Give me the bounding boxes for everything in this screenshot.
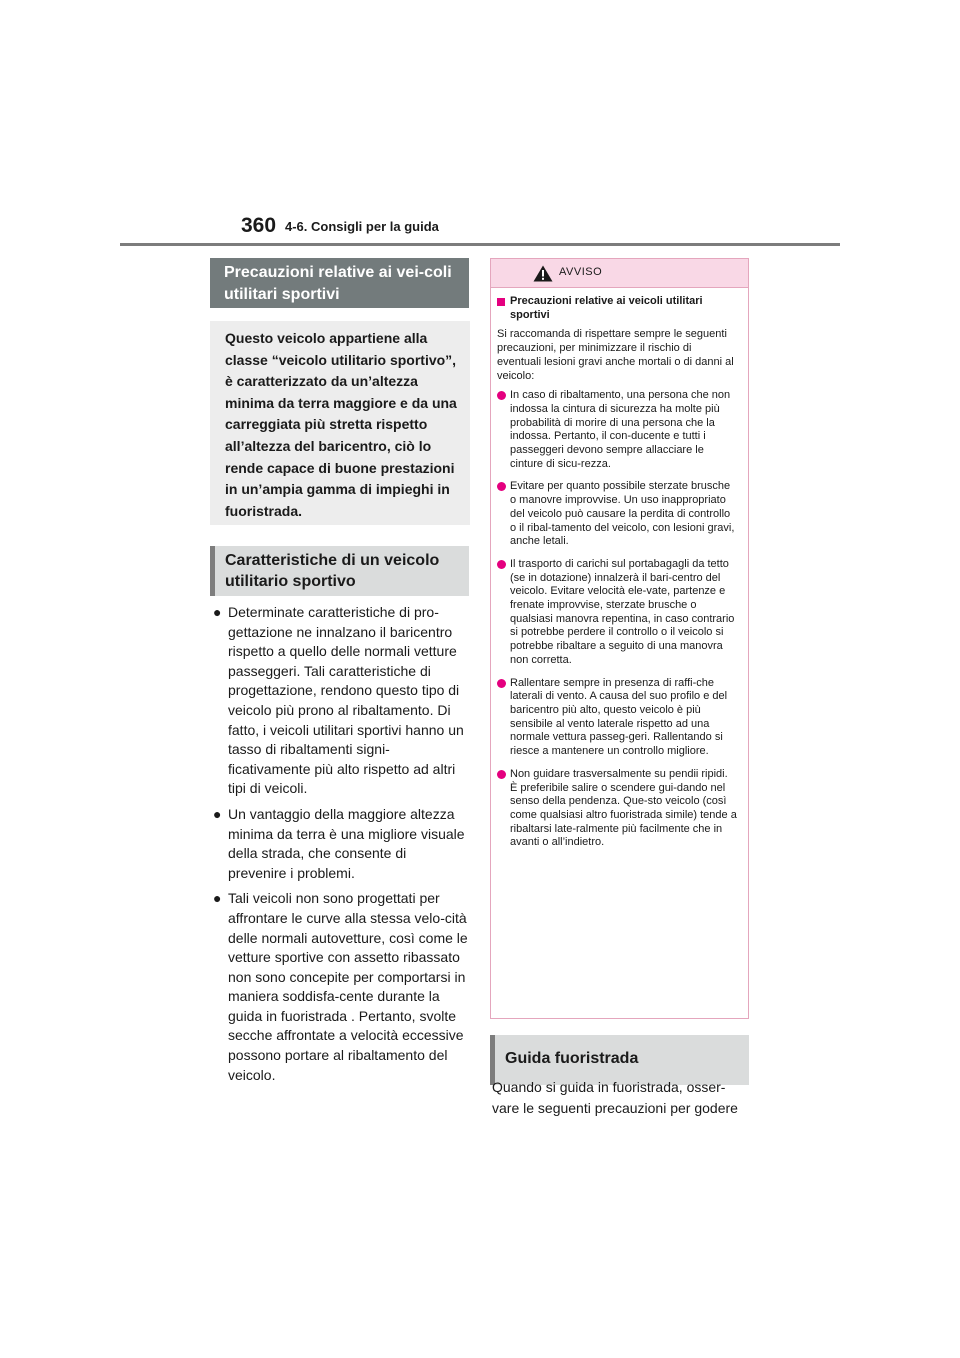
- bullet-text: Determinate caratteristiche di pro-gettazione ne innalzano il baricentro rispetto a quello delle normali vetture passeggeri. Tali caratteristiche di progettazione, rendono questo tipo di veicolo più prono al ribaltamento. Di fatto, i veicoli utilitari sportivi hanno un tasso di ribaltamenti signi-ficativamente più alto rispetto ad altri tipi di veicoli.: [228, 604, 464, 797]
- warning-triangle-icon: [533, 265, 553, 282]
- intro-line: minima da terra maggiore e da una: [225, 394, 457, 411]
- warning-item-text: Rallentare sempre in presenza di raffi-che laterali di vento. A causa del suo profilo e del baricentro più alto, questo veicolo è più sensibile al vento laterale rispetto ad una normale vettura passeg-geri. Rallentando si riesce a mantenere un controllo migliore.: [510, 676, 728, 758]
- header-rule: [120, 243, 840, 246]
- warning-item: [497, 677, 738, 759]
- intro-line: in un’ampia gamma di impieghi in: [225, 481, 450, 498]
- bullet-dot-icon: ●: [213, 604, 222, 620]
- bullet-dot-icon: ●: [213, 890, 222, 907]
- subheading-offroad: Guida fuoristrada: [490, 1035, 749, 1085]
- intro-line: classe “veicolo utilitario sportivo”,: [225, 351, 457, 368]
- final-line: Quando si guida in fuoristrada, osser-: [492, 1079, 726, 1095]
- warning-item-text: Non guidare trasversalmente su pendii ripidi. È preferibile salire o scendere gui-dando nel senso della pendenza. Que-sto veicolo (così come qualsiasi altro fuoristrada simile) tende a ribaltarsi late-ralmente più facilmente che in avanti o all’indietro.: [510, 767, 737, 849]
- bullet-dot-icon: [497, 679, 506, 688]
- list-item: [213, 889, 468, 1085]
- page-number: 360: [241, 214, 277, 237]
- square-marker-icon: [497, 298, 505, 306]
- intro-box: [210, 321, 470, 525]
- intro-line: all’altezza del baricentro, ciò lo: [225, 437, 432, 454]
- final-paragraph: [492, 1077, 748, 1119]
- warning-item: [497, 558, 738, 668]
- bullet-dot-icon: [497, 770, 506, 779]
- bullet-dot-icon: [497, 391, 506, 400]
- warning-heading-text: Precauzioni relative ai veicoli utilitari sportivi: [510, 295, 703, 321]
- bullet-list: [213, 603, 468, 1091]
- warning-heading: [497, 295, 738, 322]
- list-item: [213, 603, 468, 799]
- warning-intro: Si raccomanda di rispettare sempre le seguenti precauzioni, per minimizzare il rischio di eventuali lesioni gravi anche mortali o di danni al veicolo:: [497, 328, 734, 382]
- subheading-characteristics: Caratteristiche di un veicolo utilitario sportivo: [210, 546, 469, 596]
- bullet-dot-icon: [497, 482, 506, 491]
- intro-line: fuoristrada.: [225, 502, 303, 519]
- warning-box: [490, 258, 749, 1019]
- warning-header: [491, 259, 748, 288]
- warning-item: [497, 768, 738, 850]
- bullet-dot-icon: ●: [213, 805, 222, 822]
- final-line: vare le seguenti precauzioni per godere: [492, 1100, 738, 1116]
- warning-item: [497, 480, 738, 549]
- warning-title: AVVISO: [559, 266, 603, 278]
- section-label: 4-6. Consigli per la guida: [285, 219, 439, 234]
- intro-line: è caratterizzato da un’altezza: [225, 373, 418, 390]
- warning-body: [491, 288, 748, 850]
- bullet-text: Tali veicoli non sono progettati per affrontare le curve alla stessa velo-cità delle normali autovetture, così come le vetture sportive con assetto ribassato non sono concepite per comportarsi in maniera soddisfa-cente durante la guida in fuoristrada . Pertanto, svolte secche affrontate a velocità eccessive possono portare al ribaltamento del veicolo.: [228, 890, 468, 1083]
- warning-item-text: Evitare per quanto possibile sterzate brusche o manovre improvvise. Un uso inappropriato del veicolo può causare la perdita di controllo o il ribal-tamento del veicolo, con lesioni gravi, anche letali.: [510, 480, 735, 548]
- warning-item-text: Il trasporto di carichi sul portabagagli da tetto (se in dotazione) innalzerà il bari-centro del veicolo. Evitare velocità ele-vate, partenze e frenate improvvise, sterzate brusche o qualsiasi manovra repentina, in caso contrario si potrebbe perdere il controllo o il veicolo si potrebbe ribaltare a seguito di una manovra non corretta.: [510, 557, 735, 666]
- bullet-text: Un vantaggio della maggiore altezza minima da terra è una migliore visuale della strada, che consente di prevenire i problemi.: [228, 805, 465, 881]
- page-title: Precauzioni relative ai vei-coli utilitari sportivi: [210, 258, 469, 308]
- warning-item: [497, 389, 738, 471]
- intro-line: carreggiata più stretta rispetto: [225, 416, 428, 433]
- intro-line: Questo veicolo appartiene alla: [225, 330, 428, 346]
- bullet-dot-icon: [497, 560, 506, 569]
- warning-item-text: In caso di ribaltamento, una persona che non indossa la cintura di sicurezza ha molte più probabilità di morire di una persona che la indossa. Pertanto, il con-ducente e tutti i passeggeri devono sempre allacciare le cinture di sicu-rezza.: [510, 389, 731, 470]
- intro-line: rende capace di buone prestazioni: [225, 459, 455, 476]
- list-item: [213, 805, 468, 883]
